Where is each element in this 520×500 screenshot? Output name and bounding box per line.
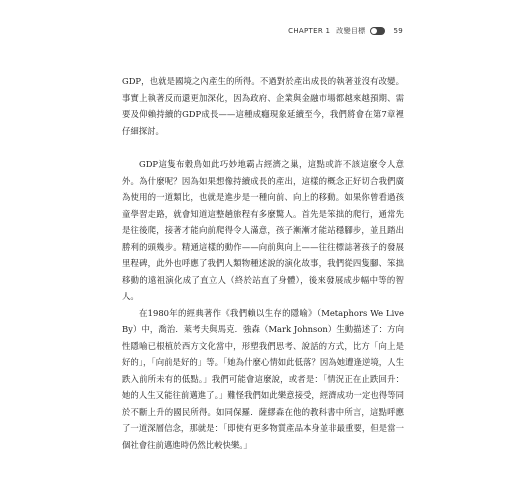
- paragraph-2: GDP這隻布穀鳥如此巧妙地霸占經濟之巢，這點或許不該這麼令人意外。為什麼呢？因為如果想像持續成長的產出，這樣的概念正好切合我們廣為使用的一道類比，也就是進步是一種向前、向上的移動。如果你曾看過孩童學習走路，就會知道這整趟旅程有多麼驚人。首先是笨拙的爬行，通常先是往後爬，接著才能向前爬得令人滿意，孩子漸漸才能站穩腳步，並且踏出勝利的頭幾步。精通這樣的動作——向前與向上——往往標誌著孩子的發展里程碑，此外也呼應了我們人類物種述說的演化故事，我們從四隻腳、笨拙移動的遠祖演化成了直立人（終於站直了身體），後來發展成步幅中等的智人。: [122, 159, 404, 301]
- chapter-marker-icon: [370, 27, 385, 35]
- chapter-title: 改變目標: [336, 27, 366, 35]
- running-header: [288, 26, 403, 36]
- paragraph-1: GDP，也就是國境之內產生的所得。不過對於產出成長的執著並沒有改變。事實上執著反而還更加深化，因為政府、企業與金融市場都越來越預期、需要及仰賴持續的GDP成長——這種成癮現象延續至今，我們將會在第7章裡仔細探討。: [122, 76, 404, 136]
- page-body: [122, 73, 404, 453]
- page-number: 59: [393, 27, 403, 35]
- paragraph-3: 在1980年的經典著作《我們賴以生存的隱喻》（Metaphors We Live By）中，喬治．萊考夫與馬克．強森（Mark Johnson）生動描述了：方向性隱喻已根植於西方文化當中，形塑我們思考、說話的方式，比方「向上是好的」，「向前是好的」等。「她為什麼心情如此低落？因為她遭逢逆境，人生跌入前所未有的低點。」我們可能會這麼說，或者是：「情況正在止跌回升：她的人生又能往前邁進了。」難怪我們如此樂意接受，經濟成功一定也得等同於不斷上升的國民所得。如同保羅．薩繆森在他的教科書中所言，這點呼應了一道深層信念，那就是：「即使有更多物質產品本身並非最重要，但是當一個社會往前邁進時仍然比較快樂。」: [122, 307, 404, 450]
- chapter-label: CHAPTER 1: [288, 27, 331, 35]
